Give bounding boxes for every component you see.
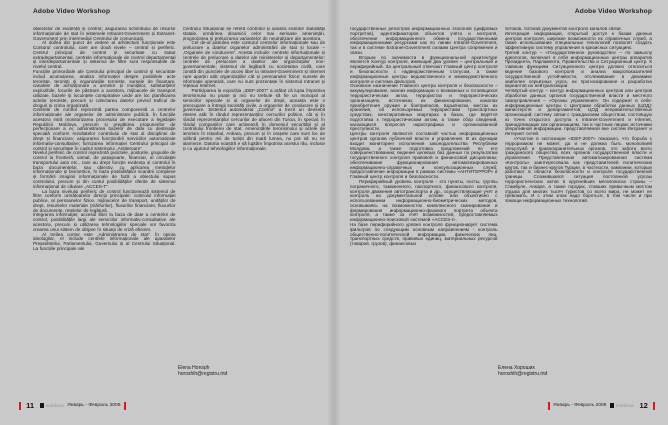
paragraph: потоков, потоков документов контроля каналов связи. [504, 27, 622, 31]
red-accent-bar [124, 402, 126, 410]
right-page-column-1 [350, 27, 498, 387]
magazine-logo-icon [610, 403, 615, 408]
paragraph: La baza nivelului periferic de control funcționează sistemul de filtre conform următoarelor direcții principale: controlul informației publice, al persoanelor fizice, mijloacelor de transport, unităților de drept, resurselor materiale (mărfurilor), fluxurilor financiare, fluxurilor de documente, rețelelor de legătură. [33, 188, 176, 213]
left-page-column-1 [33, 27, 176, 387]
left-page-column-2 [183, 27, 326, 387]
paragraph: Вторым по значимости в функциональной архитектуре является Контур контроля, имеющий два уровня – центральный и периферийный. За центральный отвечают Главный центр контроля и безопасности с надведомственным статусом, а также информационные центры ведомственного и межведомственного контроля и система фильтров. [350, 54, 498, 84]
author-email: horoshih@registru.md [178, 371, 228, 378]
paragraph: государственных регистров информационных эталонов (цифровых портретов), идентификаторов объектов учёта и контроля, обеспечение информационного обмена государственными информационными ресурсами как по линии Intranet-Government, так и в системе Extranet-Government силами Центра сопряжения и связи. [350, 27, 498, 55]
paragraph: Participarea la expoziția „IDEF-2007” a arătat că lupta împotriva terorismului nu poate și nici nu trebuie să fie un monopol al serviciilor speciale și al organelor de drept, aceasta este o preocupare a întregii societăți civile, a organelor de conducere și de guvernare. Sistemul automatizat „Control” a trezit un deosebit interes atât în rândul reprezentanților cercurilor politice, cât și în rândul reprezentanților cercurilor de afaceri din Turcia, în special, în rândul companiilor care activează în domeniul securității și al controlului frontierei de stat. Amenințările terorismului și actele de terorism în Istanbul, Ankara, precum și în orașele care sunt loc de odihnă pentru mii de turiști din toată lumea, nu pot să nu ne alarmeze. Datoria noastră e să luptăm împotriva acestui rău, inclusiv și cu ajutorul tehnologiilor informaționale. [182, 88, 325, 151]
paragraph: «Участие в экспозиции «IDEF-2007» показало, что борьба с терроризмом не может, да и не должна быть монополией спецслужб и правоохранительных органов, это забота всего гражданского общества, всех органов государственной власти и управления. Представленная автоматизированная система «Контроль» заинтересовала как представителей политических кругов, так и бизнес-кругов Турции, в частности, кампании, которые работают в области безопасности и контроля государственной границы. Сложившаяся ситуация постоянной угрозы террористических актов в крупнейших мегаполисах страны – Стамбуле, Анкаре, а также городах, ставших привычным местом отдыха для многих тысяч туристов со всего мира, не может не тревожить. И с этим злом надо бороться, в том числе и при помощи информационных технологий. [504, 135, 652, 204]
page-title: Adobe Video Workshop [574, 8, 652, 15]
right-page-column-2 [505, 27, 653, 387]
page-title: Adobe Video Workshop [33, 8, 111, 15]
paragraph: Centrele de control reprezintă partea componentă a centrelor informaționale ale organelor de administrare publică. În funcțiile acestora intră monitorizarea procesului de executare a legislației Republicii Moldova, precum și pregătirea propunerilor de perfecționare a ei; administrarea bazelor de date cu destinație specială conform rezultatelor controlului de stat al disciplinei de drept și financiare; asigurarea funcționării serviciilor automatizate informativ-consultative; furnizarea informației Centrului principal de control și securitate în cadrul sistemului „Antiteroare”. [33, 107, 176, 151]
paragraph: На базе периферийного уровня контроля функционирует система фильтров по следующим основным направлениям - контроль общественно-политической информации, физических лиц, транспортных средств, правовых единиц, материальных ресурсов (товаров, грузов), финансовых [350, 222, 498, 247]
page-right [334, 0, 668, 425]
red-accent-bar [653, 402, 655, 410]
magazine-logo [40, 403, 64, 408]
paragraph: obiectelor de evidență și control; asigurarea schimbului de resurse informaționale de stat în sistemele Intranet-Government și Extranet-Government prin intermediul Centrului de comunicații. [33, 27, 176, 41]
paragraph: Периферийный уровень контроля - это пункты, посты, группы пограничного, таможенного, паспортного, финансового контроля, контроля движения автотранспорта и др., осуществляющие учёт и контроль на документальной основе или объективно с использованием информационно-биометрических методов, основываясь на возможностях комплексного сканирования и формирования информационно-фазового портрета объекта контроля, а также за счёт возможностей, предоставляемых информационно-поисковой системой «ACCES-I». [350, 179, 498, 223]
paragraph: Четвёртый контур – контур информационных центров или центров обработки данных органов государственной власти и местного самоуправления – «Органы управления». Он содержит в себе: информационные центры с Центрами обработки данных (ЦОД): министерств и департаментов; ЦОД неправительственных организаций; систему связи с гражданским обществом, состоящую из точек открытого доступа к Intranet-Government и Internet, принадлежащих как организациям, так и частным лицам; источники оперативной информации, представляемой вне систем Интранет и Интернет сетей. [504, 88, 652, 137]
red-accent-bar [19, 402, 21, 410]
right-page-columns [350, 27, 652, 387]
magazine-logo-text: moldova [615, 403, 634, 408]
paragraph: Центры контроля являются составной частью информационных центров органов публичной власти и управления. В их функции входит мониторинг исполнения законодательства Республики Молдова, а также подготовка предложений по его совершенствованию; ведение целевых баз данных по результатам государственного контроля правовой и финансовой дисциплины; обеспечивание функционирования автоматизированных информационно-справочных и консультационных служб; предоставление информации в рамках системы «АНТИТЕРРОР» в Главный центр контроля и безопасности. [350, 131, 498, 180]
left-page-columns [33, 27, 325, 387]
paragraph: Funcțiile primordiale ale Centrului principal de control și securitate includ acumularea, analiza informației despre posibilele acte teroriste, teroriști și organizațiile teroriste, sursele de finanțare, canalele de achiziționare a armelor și munițiilor, substanțelor explozibile, locurile de păstrare a acestora, mijloacele de transport utilizate, bazele și locuințele conspirative unde are loc planificarea actelor teroriste, precum și colectarea datelor privind traficul de droguri și crima organizată. [33, 69, 176, 108]
paragraph: Centrului Situațional se referă controlul și analiza indicilor stabilității statale, urmărirea dinamicii celor mai serioase amenințări, prognozarea și prelucrarea variantelor de neutralizare ale acestora. [182, 27, 325, 41]
author-name: Elena Horoșih [178, 365, 210, 371]
paragraph: Nivelul periferic de control reprezintă punctele, posturile, grupurile de control la frontieră, vamal, de pașapoarte, financiar, al circulației transportului auto etc., care au drept funcție evidența și controlul în baza documentelor, sau obiectiv, cu aplicarea metodelor informaționale și biometrice, în baza posibilităților scanării complexe și formării imaginii informaționale de fază a obiectului supus controlului, precum și din contul posibilităților oferite de sistemul informațional de căutare „ACCES-T”. [33, 150, 176, 189]
paragraph: Третий контур – «Государственное руководство» – по замыслу идеологов, включает в себя информационные центры аппаратов Президента, Парламента, Правительства и Ситуационный центр. К главным функциям Ситуационного центра должно относиться ведение базового контроля и анализ макропоказателей государственной устойчивости, отслеживание в динамике наиболее серьёзных угроз, их прогнозирование и разработка вариантов их нейтрализации. [504, 49, 652, 89]
page-number: 12 [639, 401, 648, 410]
magazine-logo [610, 403, 634, 408]
red-accent-bar [548, 402, 550, 410]
right-page-footer [548, 401, 655, 410]
paragraph: Cel de-al patrulea este conturul centrelor informaționale sau de prelucrare a datelor organelor administrării de stat și locale – „Organele de conducere”. Acesta include: centrele informaționale și centrele de prelucrare a datelor ale ministerelor și departamentelor; centrele de prelucrare a datelor ale organizațiilor non-guvernamentale; sistemul de legătură cu societatea civilă, care constă din punctele de acces liber la Intranet-Government și Internet care aparțin atât organizațiilor cât și persoanelor fizice; sursele de informație operativă, care nu sunt prezentate în sistemul Intranet și rețeaua Internet. [182, 40, 325, 89]
paragraph: Integrarea informației; accesul liber la baza de date a centrelor de control, posibilitățile largi ale serviciilor informativ-consultative ale acestora, precum și utilizarea tehnologiilor speciale vor favoriza crearea unui sistem de dirijare în situații de criză eficient. [33, 212, 176, 232]
issue-date: Январь - Февраль 2009 [553, 403, 607, 408]
author-block [498, 365, 547, 377]
issue-date: Январь - Февраль 2009 [67, 403, 121, 408]
left-page-footer [19, 401, 126, 410]
author-name: Елена Хороших [498, 365, 535, 371]
author-block [178, 365, 227, 377]
paragraph: Al doilea din punct de vedere al arhitecturii funcționale este Conturul controlului, care are două nivele – central și periferic. Centrul principal de control și securitate cu statut extradepartamental, centrele informaționale de control departamental și interdepartamentale și sistemul de filtre sunt responsabile de nivelul central. [33, 40, 176, 70]
paragraph: Al treilea contur este „Administrarea de stat”. În opinia ideologilor, el include centrele informaționale ale aparatelor Președintelui, Parlamentului, Guvernului și al Centrului Situațional. La funcțiile principale ale [33, 231, 176, 251]
paragraph: Основное назначение Главного центра контроля и безопасности – аккумулирование, анализ информации о возможных и готовящихся террористических актах, террористах и террористических организациях, источниках их финансирования, каналах приобретения оружия и боеприпасов, взрывчатки, местах их хранения, об используемых террористами транспортных средствах, конспиративных квартирах и базах, где ведётся подготовка к террористическим актам, а также сбор сведений, касающихся вопросов наркотрафика и организованной преступности. [350, 83, 498, 132]
author-email: horoshih@registru.md [498, 371, 548, 378]
magazine-logo-icon [40, 403, 45, 408]
page-number: 11 [26, 401, 35, 410]
paragraph: Интеграция информации, открытый доступ к базам данных центров контроля, широкие возможности их справочных служб, а также использование специальных технологий позволят создать эффективную систему управления в кризисных ситуациях. [504, 30, 652, 51]
magazine-logo-text: moldova [45, 403, 64, 408]
